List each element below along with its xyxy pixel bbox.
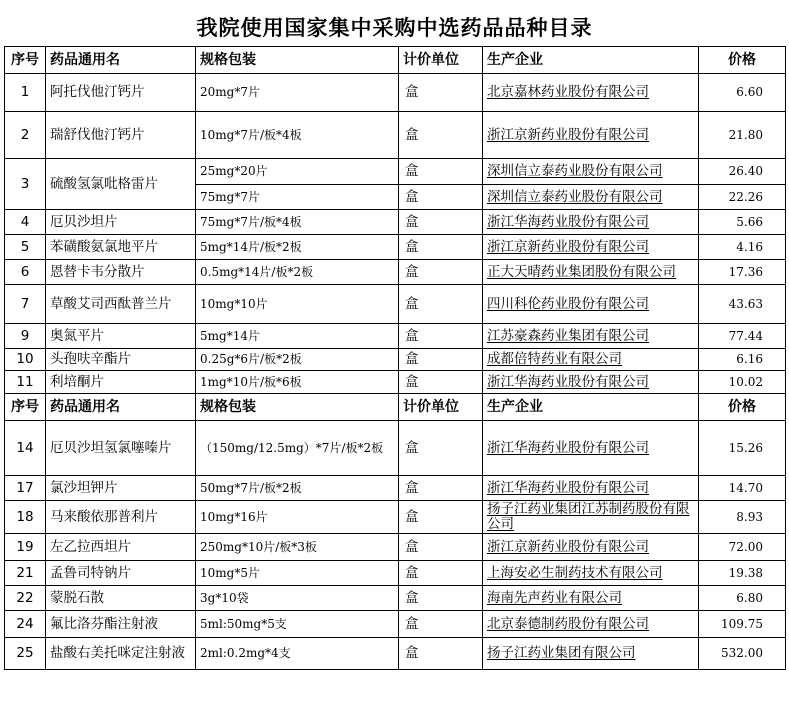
maker-link[interactable]: 浙江京新药业股份有限公司	[487, 238, 649, 255]
header-name: 药品通用名	[46, 47, 196, 74]
maker-link[interactable]: 浙江华海药业股份有限公司	[487, 439, 649, 456]
table-row	[5, 638, 786, 670]
maker-link[interactable]: 浙江京新药业股份有限公司	[487, 538, 649, 555]
cell-maker	[483, 349, 699, 371]
cell-spec: 75mg*7片	[196, 185, 399, 210]
cell-unit: 盒	[399, 611, 483, 638]
table-row	[5, 501, 786, 534]
cell-name: 孟鲁司特钠片	[46, 561, 196, 586]
maker-link[interactable]: 浙江华海药业股份有限公司	[487, 213, 649, 230]
table-row	[5, 159, 786, 185]
cell-no: 5	[5, 235, 46, 260]
cell-price: 43.63	[699, 285, 786, 324]
cell-name: 左乙拉西坦片	[46, 534, 196, 561]
cell-maker	[483, 235, 699, 260]
cell-no: 2	[5, 112, 46, 159]
cell-unit: 盒	[399, 638, 483, 670]
cell-name: 盐酸右美托咪定注射液	[46, 638, 196, 670]
cell-maker	[483, 476, 699, 501]
cell-no: 18	[5, 501, 46, 534]
table-row	[5, 586, 786, 611]
cell-unit: 盒	[399, 260, 483, 285]
table-row	[5, 260, 786, 285]
maker-link[interactable]: 深圳信立泰药业股份有限公司	[487, 163, 663, 179]
table-row	[5, 74, 786, 112]
maker-link[interactable]: 上海安必生制药技术有限公司	[487, 564, 663, 581]
cell-maker	[483, 159, 699, 185]
cell-spec: 3g*10袋	[196, 586, 399, 611]
header-price: 价格	[699, 47, 786, 74]
maker-link[interactable]: 浙江京新药业股份有限公司	[487, 126, 649, 143]
cell-spec: 75mg*7片/板*4板	[196, 210, 399, 235]
cell-no: 19	[5, 534, 46, 561]
cell-spec: 25mg*20片	[196, 159, 399, 185]
cell-spec: 10mg*16片	[196, 501, 399, 534]
cell-price: 17.36	[699, 260, 786, 285]
maker-link[interactable]: 浙江华海药业股份有限公司	[487, 373, 649, 390]
table-row	[5, 235, 786, 260]
cell-name: 硫酸氢氯吡格雷片	[46, 159, 196, 210]
table-row	[5, 285, 786, 324]
header-unit: 计价单位	[399, 47, 483, 74]
cell-maker	[483, 185, 699, 210]
header-no: 序号	[5, 47, 46, 74]
cell-maker	[483, 561, 699, 586]
header-price: 价格	[699, 394, 786, 421]
table-row	[5, 611, 786, 638]
cell-spec: 10mg*7片/板*4板	[196, 112, 399, 159]
cell-no: 6	[5, 260, 46, 285]
cell-spec: 20mg*7片	[196, 74, 399, 112]
header-no: 序号	[5, 394, 46, 421]
table-row	[5, 349, 786, 371]
cell-price: 6.80	[699, 586, 786, 611]
cell-price: 21.80	[699, 112, 786, 159]
cell-spec: 0.5mg*14片/板*2板	[196, 260, 399, 285]
cell-maker	[483, 324, 699, 349]
cell-unit: 盒	[399, 349, 483, 371]
cell-spec: 50mg*7片/板*2板	[196, 476, 399, 501]
cell-spec: 10mg*5片	[196, 561, 399, 586]
cell-spec: 10mg*10片	[196, 285, 399, 324]
cell-no: 21	[5, 561, 46, 586]
cell-spec: 5ml:50mg*5支	[196, 611, 399, 638]
cell-no: 1	[5, 74, 46, 112]
drug-catalog-table	[4, 46, 786, 670]
cell-spec: 5mg*14片/板*2板	[196, 235, 399, 260]
header-unit: 计价单位	[399, 394, 483, 421]
table-row	[5, 324, 786, 349]
cell-unit: 盒	[399, 185, 483, 210]
cell-unit: 盒	[399, 285, 483, 324]
maker-link[interactable]: 扬子江药业集团有限公司	[487, 645, 636, 661]
table-row	[5, 371, 786, 394]
cell-price: 8.93	[699, 501, 786, 534]
cell-no: 4	[5, 210, 46, 235]
maker-link[interactable]: 海南先声药业有限公司	[487, 589, 622, 606]
cell-price: 26.40	[699, 159, 786, 185]
cell-unit: 盒	[399, 534, 483, 561]
cell-maker	[483, 421, 699, 476]
cell-unit: 盒	[399, 371, 483, 394]
cell-unit: 盒	[399, 210, 483, 235]
cell-unit: 盒	[399, 235, 483, 260]
cell-unit: 盒	[399, 421, 483, 476]
cell-name: 恩替卡韦分散片	[46, 260, 196, 285]
header-name: 药品通用名	[46, 394, 196, 421]
cell-name: 奥氮平片	[46, 324, 196, 349]
cell-price: 109.75	[699, 611, 786, 638]
cell-spec: （150mg/12.5mg）*7片/板*2板	[196, 421, 399, 476]
cell-name: 利培酮片	[46, 371, 196, 394]
cell-no: 10	[5, 349, 46, 371]
page-title: 我院使用国家集中采购中选药品品种目录	[196, 16, 593, 40]
cell-price: 6.60	[699, 74, 786, 112]
header-maker: 生产企业	[483, 47, 699, 74]
header-spec: 规格包装	[196, 394, 399, 421]
table-row	[5, 421, 786, 476]
cell-maker	[483, 501, 699, 534]
cell-price: 10.02	[699, 371, 786, 394]
cell-name: 蒙脱石散	[46, 586, 196, 611]
cell-price: 72.00	[699, 534, 786, 561]
cell-spec: 250mg*10片/板*3板	[196, 534, 399, 561]
cell-name: 苯磺酸氨氯地平片	[46, 235, 196, 260]
cell-unit: 盒	[399, 561, 483, 586]
maker-link[interactable]: 成都倍特药业有限公司	[487, 351, 622, 367]
cell-unit: 盒	[399, 74, 483, 112]
table-header-row	[5, 47, 786, 74]
table-row	[5, 210, 786, 235]
cell-unit: 盒	[399, 501, 483, 534]
cell-unit: 盒	[399, 112, 483, 159]
cell-name: 厄贝沙坦片	[46, 210, 196, 235]
cell-no: 24	[5, 611, 46, 638]
cell-no: 25	[5, 638, 46, 670]
cell-maker	[483, 210, 699, 235]
cell-name: 马来酸依那普利片	[46, 501, 196, 534]
cell-name: 头孢呋辛酯片	[46, 349, 196, 371]
cell-unit: 盒	[399, 586, 483, 611]
cell-spec: 5mg*14片	[196, 324, 399, 349]
cell-maker	[483, 371, 699, 394]
maker-link[interactable]: 四川科伦药业股份有限公司	[487, 295, 649, 312]
cell-maker	[483, 534, 699, 561]
maker-link[interactable]: 江苏豪森药业集团有限公司	[487, 327, 649, 344]
header-spec: 规格包装	[196, 47, 399, 74]
cell-price: 6.16	[699, 349, 786, 371]
cell-no: 22	[5, 586, 46, 611]
header-maker: 生产企业	[483, 394, 699, 421]
cell-price: 22.26	[699, 185, 786, 210]
cell-maker	[483, 611, 699, 638]
cell-no: 3	[5, 159, 46, 210]
cell-unit: 盒	[399, 476, 483, 501]
cell-name: 氯沙坦钾片	[46, 476, 196, 501]
cell-spec: 1mg*10片/板*6板	[196, 371, 399, 394]
cell-no: 11	[5, 371, 46, 394]
table-row	[5, 476, 786, 501]
maker-link[interactable]: 北京泰德制药股份有限公司	[487, 615, 649, 632]
cell-price: 4.16	[699, 235, 786, 260]
cell-name: 氟比洛芬酯注射液	[46, 611, 196, 638]
table-row	[5, 112, 786, 159]
cell-no: 7	[5, 285, 46, 324]
cell-spec: 0.25g*6片/板*2板	[196, 349, 399, 371]
cell-unit: 盒	[399, 324, 483, 349]
maker-link[interactable]: 浙江华海药业股份有限公司	[487, 479, 649, 496]
maker-link[interactable]: 北京嘉林药业股份有限公司	[487, 84, 649, 100]
table-row	[5, 561, 786, 586]
cell-maker	[483, 112, 699, 159]
maker-link[interactable]: 深圳信立泰药业股份有限公司	[487, 188, 663, 205]
cell-no: 9	[5, 324, 46, 349]
cell-price: 14.70	[699, 476, 786, 501]
cell-name: 厄贝沙坦氢氯噻嗪片	[46, 421, 196, 476]
cell-name: 草酸艾司西酞普兰片	[46, 285, 196, 324]
cell-name: 瑞舒伐他汀钙片	[46, 112, 196, 159]
cell-maker	[483, 74, 699, 112]
cell-unit: 盒	[399, 159, 483, 185]
cell-price: 19.38	[699, 561, 786, 586]
cell-price: 15.26	[699, 421, 786, 476]
cell-price: 5.66	[699, 210, 786, 235]
table-header-row	[5, 394, 786, 421]
maker-link[interactable]: 正大天晴药业集团股份有限公司	[487, 263, 676, 280]
cell-maker	[483, 285, 699, 324]
cell-price: 532.00	[699, 638, 786, 670]
table-row	[5, 534, 786, 561]
maker-link[interactable]: 扬子江药业集团江苏制药股份有限公司	[487, 501, 690, 532]
cell-spec: 2ml:0.2mg*4支	[196, 638, 399, 670]
cell-name: 阿托伐他汀钙片	[46, 74, 196, 112]
cell-no: 17	[5, 476, 46, 501]
cell-price: 77.44	[699, 324, 786, 349]
cell-maker	[483, 260, 699, 285]
cell-maker	[483, 638, 699, 670]
cell-maker	[483, 586, 699, 611]
cell-no: 14	[5, 421, 46, 476]
